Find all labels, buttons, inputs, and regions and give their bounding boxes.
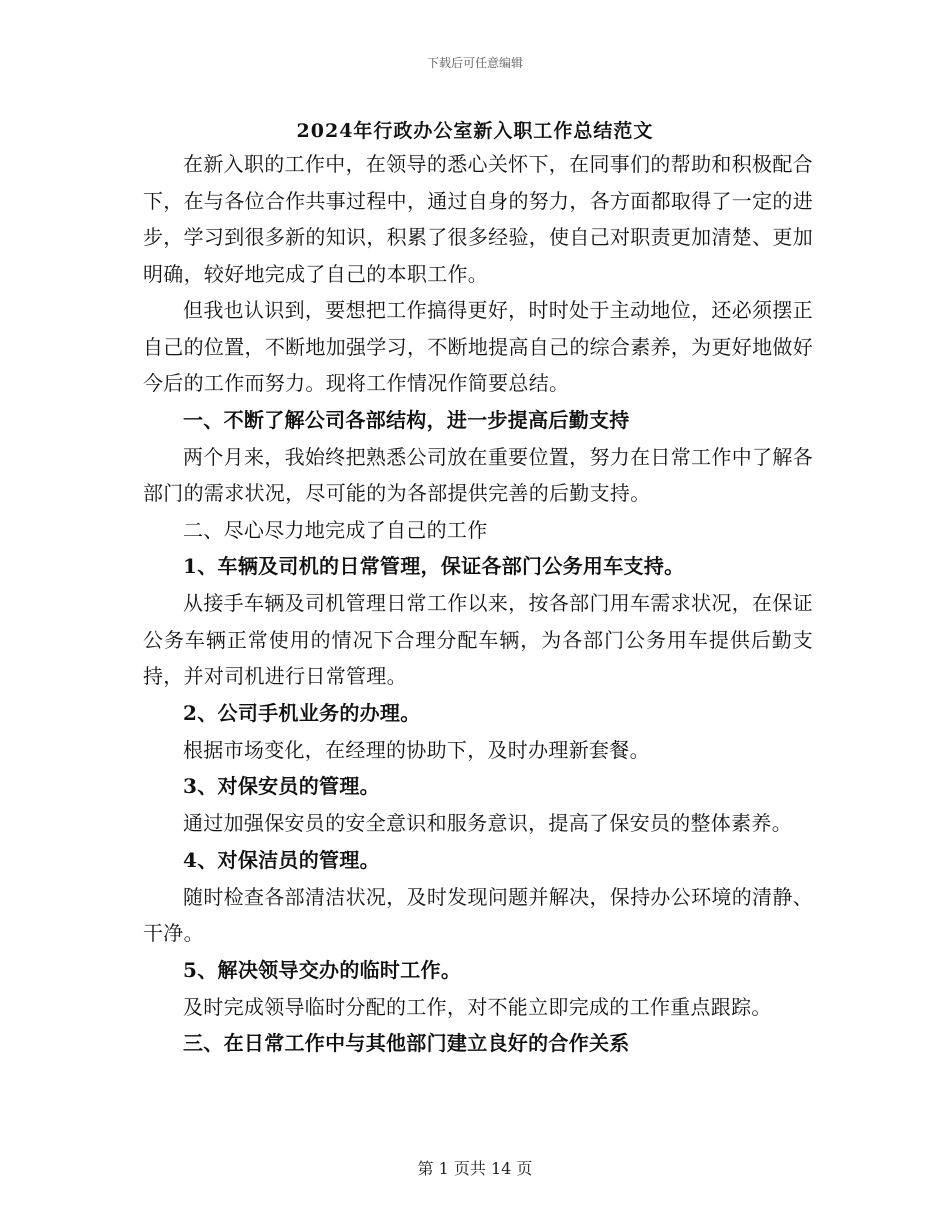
- subsection-heading: 1、车辆及司机的日常管理，保证各部门公务用车支持。: [183, 554, 685, 578]
- paragraph: 两个月来，我始终把熟悉公司放在重要位置，努力在日常工作中了解各部门的需求状况，尽可能的为各部提供完善的后勤支持。: [143, 444, 813, 505]
- section-heading-plain: 二、尽心尽力地完成了自己的工作: [183, 517, 488, 542]
- paragraph: 随时检查各部清洁状况，及时发现问题并解决，保持办公环境的清静、干净。: [143, 884, 813, 945]
- paragraph: 及时完成领导临时分配的工作，对不能立即完成的工作重点跟踪。: [183, 994, 772, 1019]
- page-header-note: 下载后可任意编辑: [426, 56, 523, 70]
- paragraph: 但我也认识到，要想把工作搞得更好，时时处于主动地位，还必须摆正自己的位置，不断地加强学习，不断地提高自己的综合素养，为更好地做好今后的工作而努力。现将工作情况作简要总结。: [143, 298, 813, 395]
- paragraph: 在新入职的工作中，在领导的悉心关怀下，在同事们的帮助和积极配合下，在与各位合作共事过程中，通过自身的努力，各方面都取得了一定的进步，学习到很多新的知识，积累了很多经验，使自己对职责更加清楚、更加明确，较好地完成了自己的本职工作。: [143, 152, 813, 286]
- paragraph: 根据市场变化，在经理的协助下，及时办理新套餐。: [183, 737, 650, 762]
- section-heading: 一、不断了解公司各部结构，进一步提高后勤支持: [183, 407, 630, 432]
- subsection-heading: 2、公司手机业务的办理。: [183, 700, 421, 725]
- page-number: 第 1 页共 14 页: [417, 1159, 533, 1178]
- subsection-heading: 4、对保洁员的管理。: [183, 847, 380, 872]
- subsection-heading: 3、对保安员的管理。: [183, 774, 380, 798]
- subsection-heading: 5、解决领导交办的临时工作。: [183, 957, 462, 982]
- document-body: [143, 146, 813, 1062]
- document-title: 2024年行政办公室新入职工作总结范文: [296, 120, 654, 142]
- paragraph: 从接手车辆及司机管理日常工作以来，按各部门用车需求状况，在保证公务车辆正常使用的情况下合理分配车辆，为各部门公务用车提供后勤支持，并对司机进行日常管理。: [143, 591, 813, 688]
- section-heading: 三、在日常工作中与其他部门建立良好的合作关系: [183, 1031, 630, 1055]
- paragraph: 通过加强保安员的安全意识和服务意识，提高了保安员的整体素养。: [183, 811, 792, 835]
